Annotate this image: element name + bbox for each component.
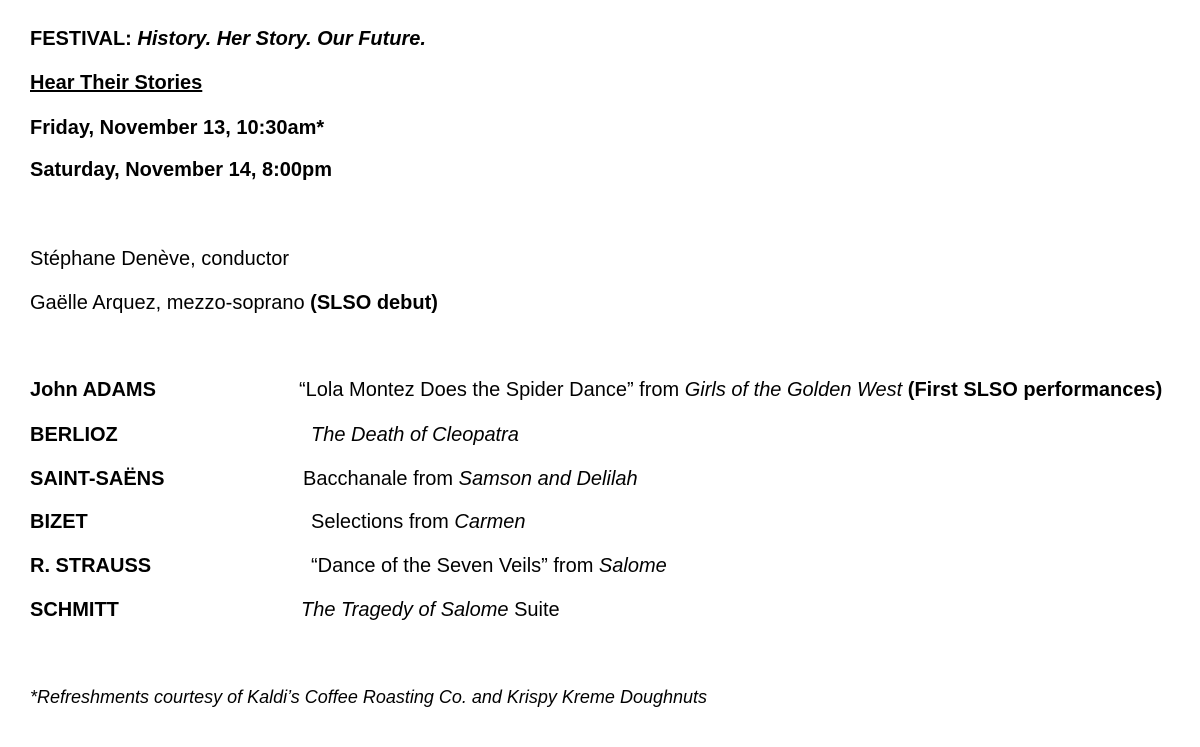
- work-italic: The Death of Cleopatra: [311, 424, 519, 446]
- performance-note: (First SLSO performances): [907, 379, 1163, 401]
- composer-name: SCHMITT: [30, 599, 119, 621]
- festival-title: History. Her Story. Our Future.: [137, 28, 426, 50]
- composer-name: BERLIOZ: [30, 424, 118, 446]
- work-title: [311, 554, 667, 578]
- composer-name: R. STRAUSS: [30, 555, 152, 577]
- work-title: [303, 467, 638, 491]
- work-title: [301, 598, 560, 622]
- work-pre: Bacchanale from: [303, 468, 459, 490]
- work-italic: The Tragedy of Salome: [301, 599, 509, 621]
- work-pre: Selections from: [311, 511, 455, 533]
- work-post: Suite: [508, 599, 560, 621]
- work-italic: Salome: [598, 555, 667, 577]
- work-pre: “Lola Montez Does the Spider Dance” from: [299, 379, 685, 401]
- work-italic: Samson and Delilah: [458, 468, 638, 490]
- festival-heading: [30, 27, 426, 51]
- work-title: [299, 378, 1162, 402]
- performer-conductor: [30, 247, 289, 271]
- composer-name: John ADAMS: [30, 379, 156, 401]
- work-title: [311, 510, 526, 534]
- date-friday: Friday, November 13, 10:30am*: [30, 117, 325, 139]
- work-italic: Girls of the Golden West: [684, 379, 903, 401]
- work-pre: “Dance of the Seven Veils” from: [311, 555, 599, 577]
- festival-label: FESTIVAL:: [30, 28, 132, 50]
- date-saturday: Saturday, November 14, 8:00pm: [30, 159, 332, 181]
- composer-name: SAINT-SAËNS: [30, 468, 165, 490]
- work-title: [311, 423, 519, 447]
- performer-name-role: Gaëlle Arquez, mezzo-soprano: [30, 292, 305, 314]
- debut-note: (SLSO debut): [310, 292, 438, 314]
- refreshments-footnote: *Refreshments courtesy of Kaldi’s Coffee Roasting Co. and Krispy Kreme Doughnuts: [30, 687, 708, 707]
- work-italic: Carmen: [454, 511, 526, 533]
- program-title: Hear Their Stories: [30, 72, 203, 94]
- performer-soloist: [30, 291, 438, 315]
- performer-name-role: Stéphane Denève, conductor: [30, 248, 290, 270]
- composer-name: BIZET: [30, 511, 88, 533]
